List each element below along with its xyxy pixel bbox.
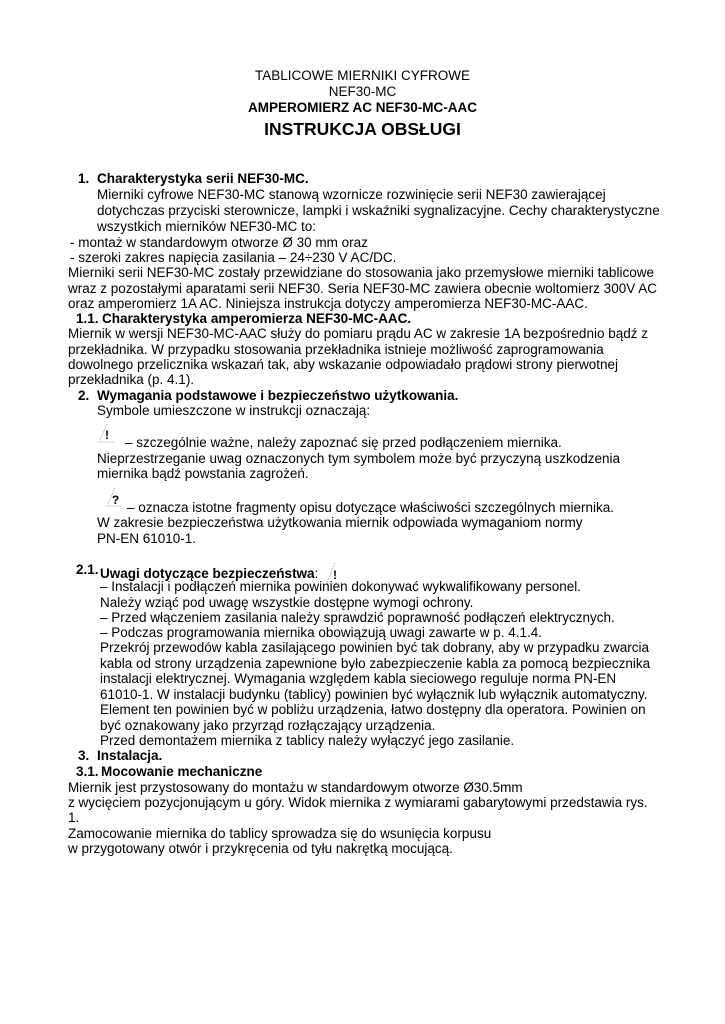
doc-category: TABLICOWE MIERNIKI CYFROWE xyxy=(254,68,470,83)
section-1-1-text: dowolnego przelicznika wskazań tak, aby wskazanie odpowiadało prądowi strony pierwotnej xyxy=(68,357,619,372)
section-1-1-text: przekładnika (p. 4.1). xyxy=(68,372,195,387)
info-symbol-description: – oznacza istotne fragmenty opisu dotyczące właściwości szczególnych miernika. xyxy=(127,500,614,515)
section-2-1-text: być oznakowany jako przyrząd rozłączający urządzenia. xyxy=(100,718,436,733)
section-2-1-text: instalacji elektrycznej. Wymagania względem kabla sieciowego reguluje norma PN-EN xyxy=(100,671,617,686)
section-1-text: Mierniki serii NEF30-MC zostały przewidziane do stosowania jako przemysłowe mierniki tablicowe xyxy=(68,265,654,280)
svg-text:!: ! xyxy=(333,568,338,582)
section-3-1-text: w przygotowany otwór i przykręcenia od tyłu nakrętką mocującą. xyxy=(68,841,453,856)
svg-text:!: ! xyxy=(105,428,109,442)
section-1-text: dotychczas przyciski sterownicze, lampki i wskaźniki sygnalizacyjne. Cechy charakterystyczne xyxy=(97,203,660,218)
svg-text:?: ? xyxy=(111,493,120,507)
section-2-1-text: – Przed włączeniem zasilania należy sprawdzić poprawność podłączeń elektrycznych. xyxy=(100,610,615,625)
norm-text: PN-EN 61010-1. xyxy=(97,531,197,546)
warning-symbol-description: miernika bądź powstania zagrożeń. xyxy=(97,466,309,481)
section-3-number: 3. xyxy=(78,748,90,763)
section-3-1-text: Miernik jest przystosowany do montażu w standardowym otworze Ø30.5mm xyxy=(68,780,523,795)
section-2-1-colon: : xyxy=(314,566,319,581)
section-2-intro: Symbole umieszczone w instrukcji oznaczają: xyxy=(97,403,371,418)
section-1-bullet: - montaż w standardowym otworze Ø 30 mm oraz xyxy=(70,235,368,250)
section-1-text: Mierniki cyfrowe NEF30-MC stanową wzornicze rozwinięcie serii NEF30 zawierającej xyxy=(97,187,606,202)
section-2-1-text: Należy wziąć pod uwagę wszystkie dostępne wymogi ochrony. xyxy=(100,595,474,610)
section-3-heading: Instalacja. xyxy=(97,748,163,763)
norm-text: W zakresie bezpieczeństwa użytkowania miernik odpowiada wymaganiom normy xyxy=(97,515,583,530)
section-3-1-text: z wycięciem pozycjonującym u góry. Widok miernika z wymiarami gabarytowymi przedstawia rys. xyxy=(68,795,648,810)
section-2-1-text: – Instalacji i podłączeń miernika powinien dokonywać wykwalifikowany personel. xyxy=(100,579,581,594)
section-2-1-text: Element ten powinien być w pobliżu urządzenia, łatwo dostępny dla operatora. Powinien on xyxy=(100,702,646,717)
section-2-1-number: 2.1. xyxy=(76,562,99,577)
section-1-heading: Charakterystyka serii NEF30-MC. xyxy=(97,171,309,186)
section-2-heading: Wymagania podstawowe i bezpieczeństwo użytkowania. xyxy=(97,388,459,403)
section-3-1-heading: Mocowanie mechaniczne xyxy=(101,764,263,779)
section-1-1-heading: Charakterystyka amperomierza NEF30-MC-AAC. xyxy=(102,311,412,326)
section-3-1-text: Zamocowanie miernika do tablicy sprowadza się do wsunięcia korpusu xyxy=(68,826,492,841)
section-3-1-text: 1. xyxy=(68,810,80,825)
section-1-text: wraz z pozostałymi aparatami serii NEF30. Seria NEF30-MC zawiera obecnie woltomierz 300V AC xyxy=(68,281,657,296)
section-1-text: oraz amperomierz 1A AC. Niniejsza instrukcja dotyczy amperomierza NEF30-MC-AAC. xyxy=(68,296,588,311)
doc-series: NEF30-MC xyxy=(328,84,397,99)
section-2-number: 2. xyxy=(78,388,90,403)
section-1-1-text: Miernik w wersji NEF30-MC-AAC służy do pomiaru prądu AC w zakresie 1A bezpośrednio bądź z xyxy=(68,326,648,341)
section-1-1-text: przekładnika. W przypadku stosowania przekładnika istnieje możliwość zaprogramowania xyxy=(68,342,604,357)
section-3-1-number: 3.1. xyxy=(76,764,99,779)
warning-symbol-description: – szczególnie ważne, należy zapoznać się przed podłączeniem miernika. xyxy=(125,435,562,450)
section-2-1-text: – Podczas programowania miernika obowiązują uwagi zawarte w p. 4.1.4. xyxy=(100,625,542,640)
section-1-number: 1. xyxy=(78,171,90,186)
section-2-1-text: 61010-1. W instalacji budynku (tablicy) powinien być wyłącznik lub wyłącznik automatyczny. xyxy=(100,687,648,702)
section-2-1-text: Przed demontażem miernika z tablicy należy wyłączyć jego zasilanie. xyxy=(100,733,515,748)
warning-symbol-description: Nieprzestrzeganie uwag oznaczonych tym symbolem może być przyczyną uszkodzenia xyxy=(97,451,620,466)
section-1-bullet: - szeroki zakres napięcia zasilania – 24÷230 V AC/DC. xyxy=(70,250,397,265)
section-2-1-heading: Uwagi dotyczące bezpieczeństwa xyxy=(100,566,315,581)
section-1-text: wszystkich mierników NEF30-MC to: xyxy=(97,219,317,234)
doc-title: INSTRUKCJA OBSŁUGI xyxy=(264,119,461,139)
section-2-1-text: kabla od strony urządzenia zapewnione było zabezpieczenie kabla za pomocą bezpiecznika xyxy=(100,656,651,671)
doc-product: AMPEROMIERZ AC NEF30-MC-AAC xyxy=(248,100,477,115)
section-1-1-number: 1.1. xyxy=(76,311,99,326)
question-mark-icon xyxy=(106,487,124,507)
warning-exclamation-icon xyxy=(98,423,116,443)
section-2-1-text: Przekrój przewodów kabla zasilającego powinien być tak dobrany, aby w przypadku zwarcia xyxy=(100,640,650,655)
